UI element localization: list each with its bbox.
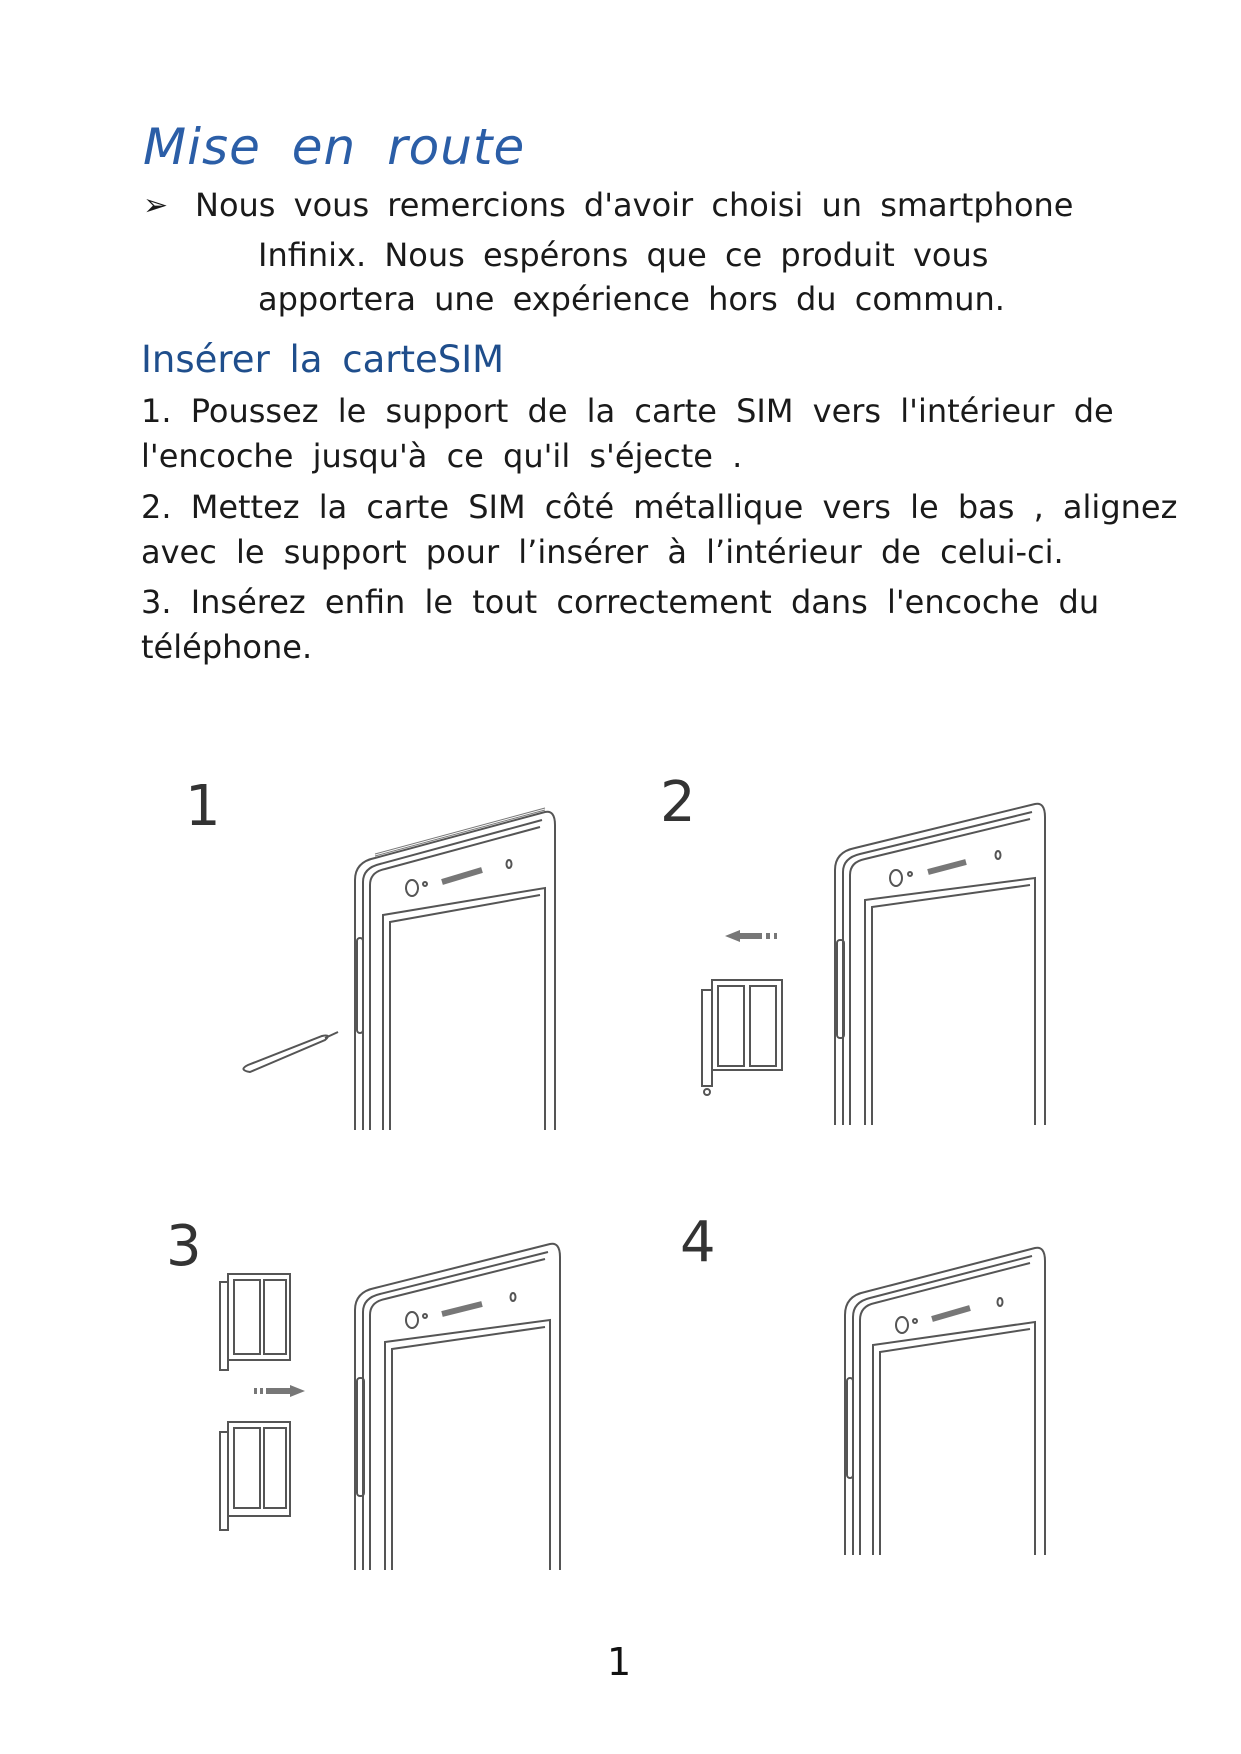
- intro-line: Nous vous remercions d'avoir choisi un smartphone: [195, 186, 1074, 224]
- step-1-line-2: l'encoche jusqu'à ce qu'il s'éjecte .: [141, 437, 743, 475]
- phone-illustration: [160, 1210, 580, 1570]
- figure-step-1: [160, 770, 580, 1130]
- figure-number: 3: [166, 1214, 202, 1279]
- figure-number: 2: [660, 770, 696, 835]
- figure-number: 1: [185, 774, 221, 839]
- phone-illustration: [160, 770, 580, 1130]
- figure-step-2: [640, 770, 1070, 1130]
- page-title: Mise en route: [143, 118, 526, 176]
- phone-illustration: [640, 770, 1070, 1130]
- step-2-line-2: avec le support pour l’insérer à l’intérieur de celui-ci.: [141, 533, 1064, 571]
- step-2-line-1: 2. Mettez la carte SIM côté métallique vers le bas , alignez: [141, 488, 1178, 526]
- intro-line: apportera une expérience hors du commun.: [258, 280, 1005, 318]
- phone-illustration: [640, 1210, 1070, 1570]
- step-3-line-1: 3. Insérez enfin le tout correctement dans l'encoche du: [141, 583, 1100, 621]
- step-3-line-2: téléphone.: [141, 628, 313, 666]
- arrow-bullet-icon: ➢: [143, 188, 169, 223]
- page-number: 1: [607, 1640, 632, 1684]
- step-1-line-1: 1. Poussez le support de la carte SIM vers l'intérieur de: [141, 392, 1114, 430]
- intro-line: Infinix. Nous espérons que ce produit vous: [258, 236, 989, 274]
- figure-step-4: [640, 1210, 1070, 1570]
- figure-step-3: [160, 1210, 580, 1570]
- figure-number: 4: [680, 1210, 716, 1275]
- section-heading: Insérer la carteSIM: [141, 338, 505, 381]
